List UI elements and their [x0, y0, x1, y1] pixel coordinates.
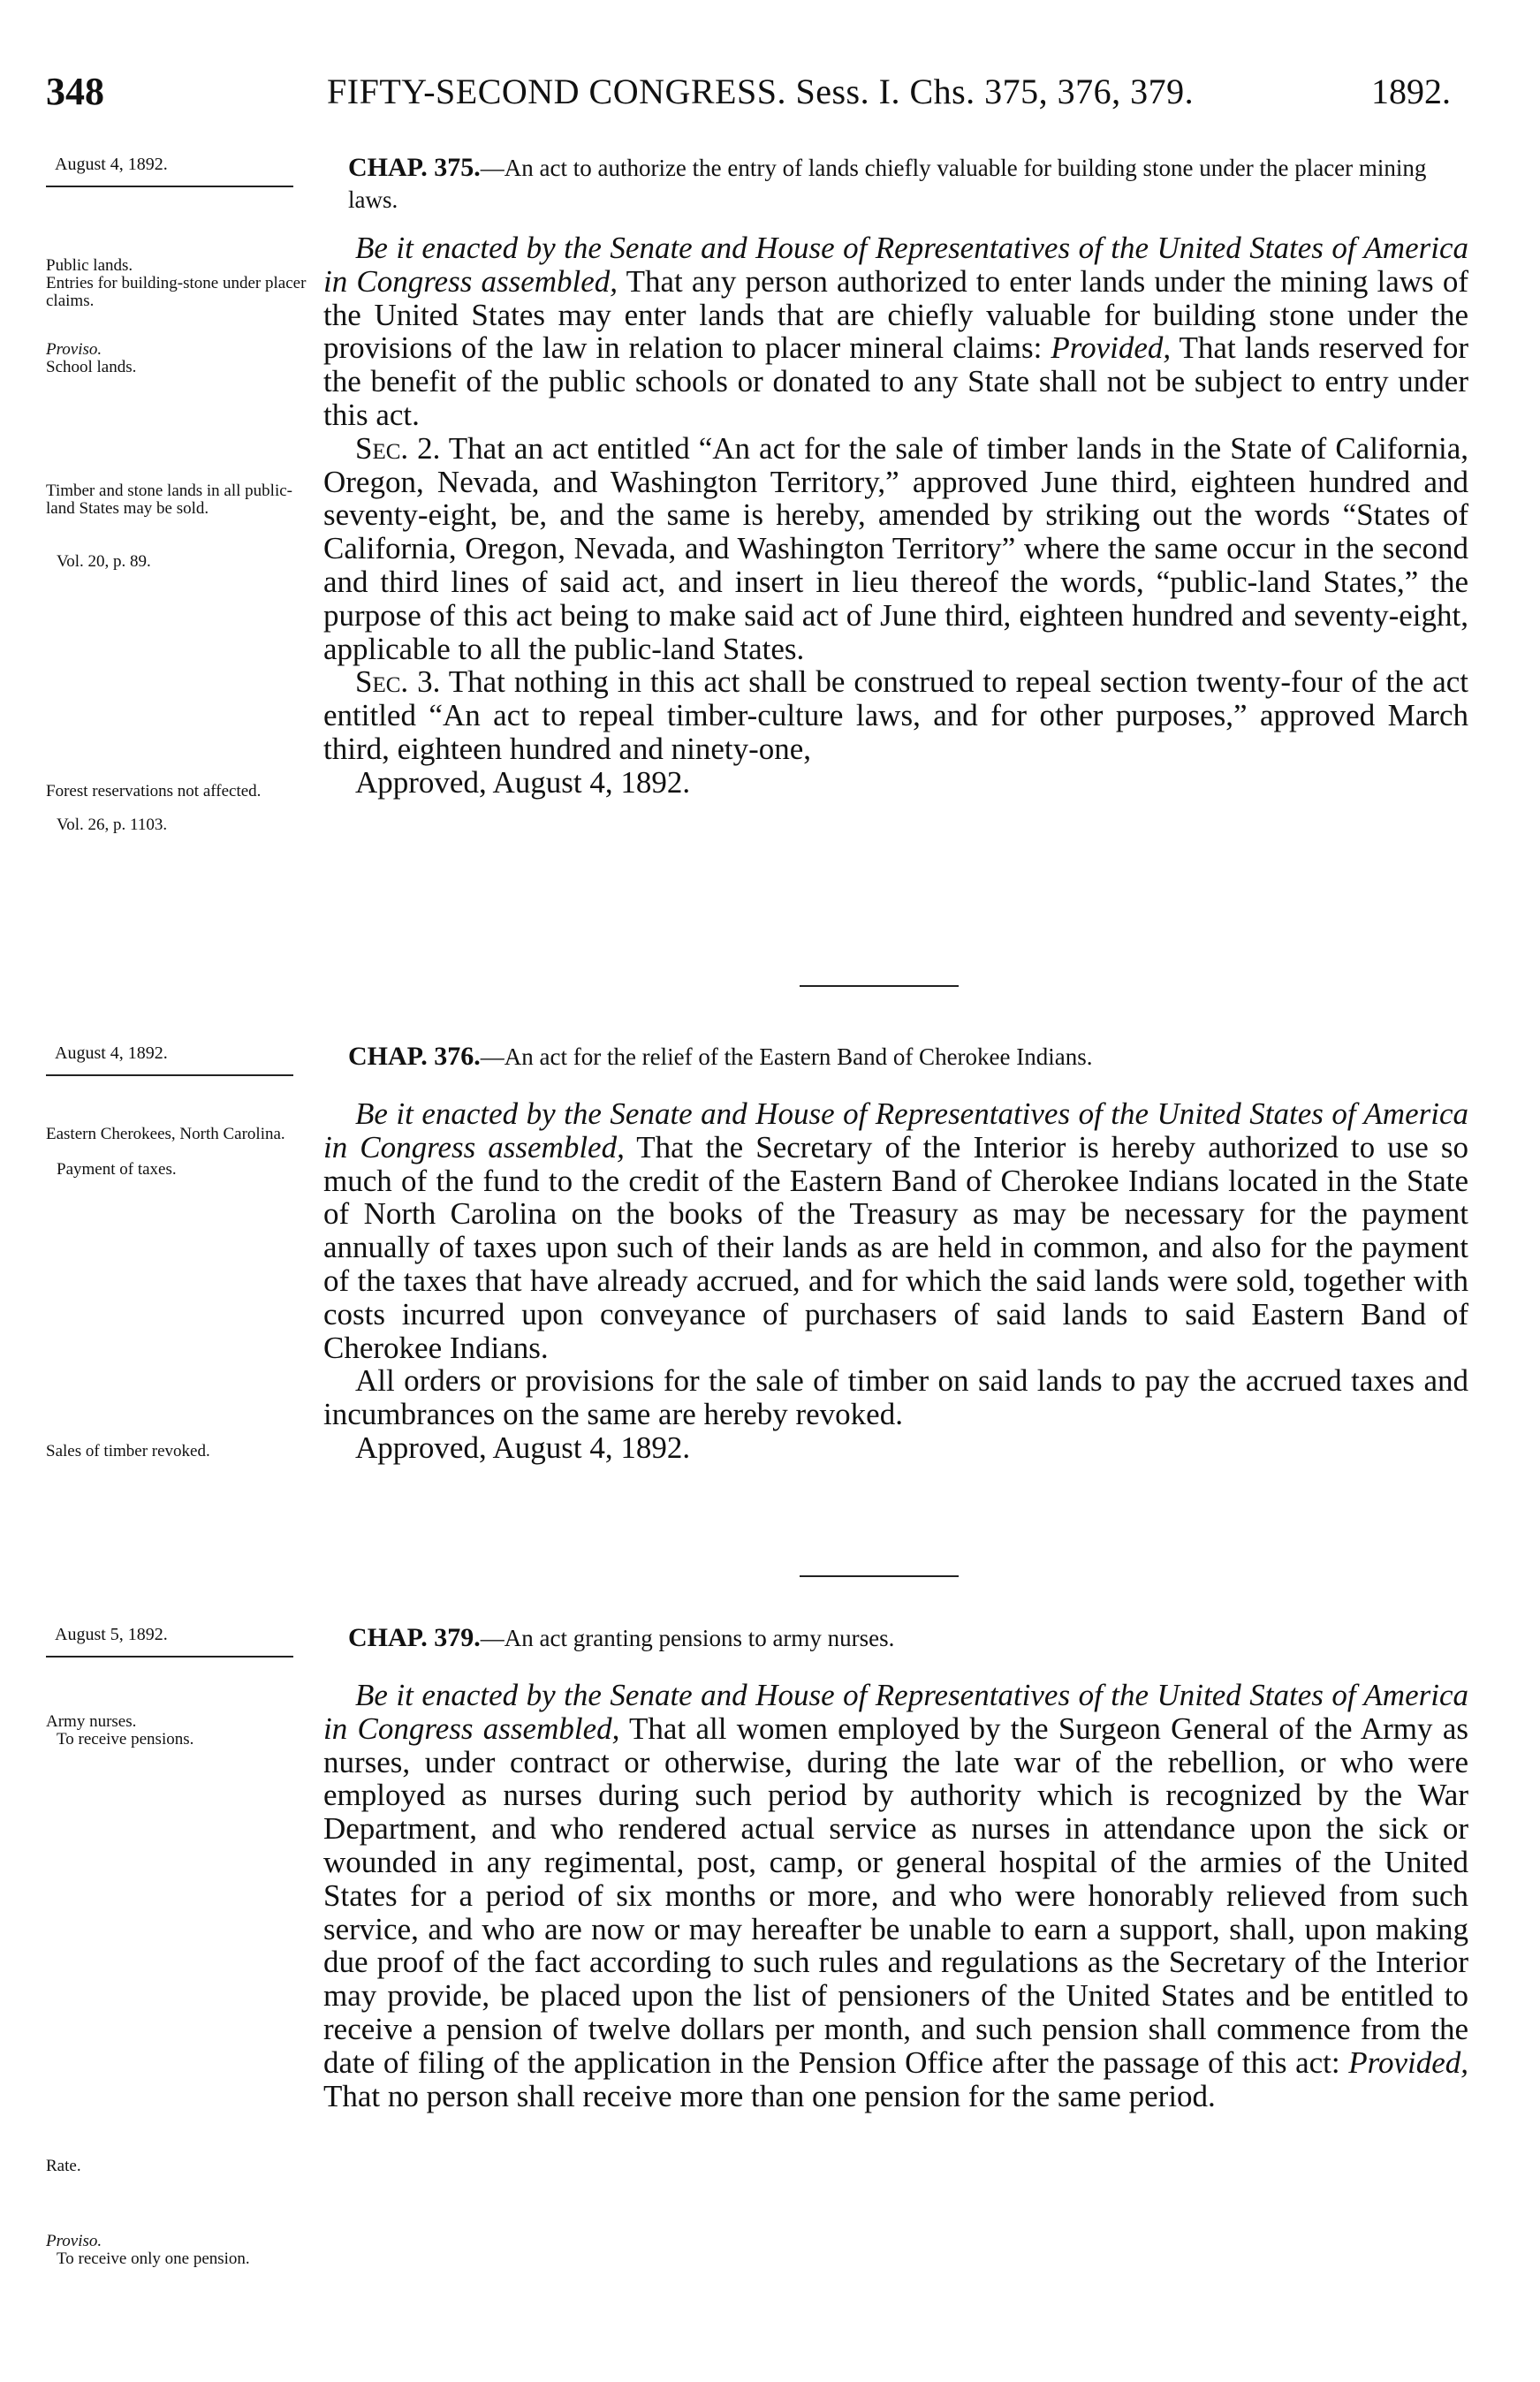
margin-note: Sales of timber revoked.: [46, 1442, 210, 1460]
margin-note: Forest reservations not affected.: [46, 782, 262, 800]
chapter-heading: [348, 1041, 1461, 1073]
page-number: 348: [46, 70, 104, 113]
margin-note: Public lands.: [46, 256, 133, 275]
margin-note: School lands.: [46, 358, 137, 376]
enacting-paragraph: [323, 231, 1468, 432]
approval-line: Approved, August 4, 1892.: [355, 1430, 691, 1465]
enacting-paragraph: [323, 1097, 1468, 1364]
running-head: [46, 65, 1460, 118]
margin-note: Rate.: [46, 2157, 81, 2175]
date-rule: [46, 1656, 293, 1658]
margin-note: Vol. 26, p. 1103.: [57, 815, 168, 834]
paragraph-text: That all women employed by the Surgeon General of the Army as nurses, under contract or otherwise, during the late war of the rebellion, or who were employed as nurses during such period by authority which is recognized by the War Department, and who rendered actual service as nurses in attendance upon the sick or wounded in any regimental, post, camp, or general hospital of the armies of the United States for a period of six months or more, and who were honorably relieved from such service, and who are now or may hereafter be unable to earn a support, shall, upon making due proof of the fact according to such rules and regulations as the Secretary of the Interior may provide, be placed upon the list of pensioners of the United States and be entitled to receive a pension of twelve dollars per month, and such pension shall commence from the date of filing of the application in the Pension Office after the passage of this act:: [323, 1711, 1468, 2080]
chapter-title: —An act granting pensions to army nurses.: [480, 1625, 895, 1651]
margin-note: Proviso.: [46, 2232, 102, 2250]
paragraph: All orders or provisions for the sale of timber on said lands to pay the accrued taxes and incumbrances on the same are hereby revoked.: [323, 1363, 1468, 1432]
chapter-number: CHAP. 379.: [348, 1623, 481, 1652]
margin-note: Timber and stone lands in all public-land States may be sold.: [46, 482, 292, 518]
margin-note: To receive pensions.: [57, 1730, 194, 1749]
margin-note: Army nurses.: [46, 1712, 137, 1731]
section-text: That an act entitled “An act for the sale of timber lands in the State of California, Oregon, Nevada, and Washington Territory,” approved June third, eighteen hundred and seventy-eight, be, and the same is hereby, amended by striking out the words “States of California, Oregon, Nevada, and Washington Territory” where the same occur in the second and third lines of said act, and insert in lieu thereof the words, “public-land States,” the purpose of this act being to make said act of June third, eighteen hundred and seventy-eight, applicable to all the public-land States.: [323, 430, 1468, 666]
chapter-heading: [348, 152, 1461, 216]
section-3: [323, 665, 1468, 765]
running-year: 1892.: [1371, 72, 1451, 111]
chapter-body: [323, 1097, 1468, 1465]
margin-note: Payment of taxes.: [57, 1160, 177, 1179]
section-text: That nothing in this act shall be construed to repeal section twenty-four of the act entitled “An act to repeal timber-culture laws, and for other purposes,” approved March third, eighteen hundred and ninety-one,: [323, 664, 1468, 766]
chapter-date: August 5, 1892.: [55, 1625, 168, 1644]
running-title: FIFTY-SECOND CONGRESS. Sess. I. Chs. 375, 376, 379.: [327, 72, 1195, 111]
margin-note: Eastern Cherokees, North Carolina.: [46, 1125, 285, 1143]
margin-note: To receive only one pension.: [57, 2249, 250, 2268]
chapter-body: [323, 1679, 1468, 2113]
margin-note: Proviso.: [46, 340, 102, 359]
margin-note: Vol. 20, p. 89.: [57, 552, 151, 571]
paragraph-text: That no person shall receive more than one pension for the same period.: [323, 2078, 1216, 2113]
proviso-word: Provided,: [1051, 330, 1172, 366]
approval-line: Approved, August 4, 1892.: [355, 764, 691, 800]
section-2: [323, 432, 1468, 666]
section-divider: [800, 1575, 959, 1577]
chapter-title: —An act for the relief of the Eastern Band of Cherokee Indians.: [480, 1043, 1093, 1070]
chapter-heading: [348, 1622, 1461, 1654]
chapter-date: August 4, 1892.: [55, 1043, 168, 1063]
paragraph-text: That lands reserved for the benefit of the public schools or donated to any State shall not be subject to entry under this act.: [323, 330, 1469, 432]
section-label: Sec. 2.: [355, 430, 441, 466]
date-rule: [46, 186, 293, 187]
chapter-title: —An act to authorize the entry of lands chiefly valuable for building stone under the placer mining laws.: [348, 155, 1427, 213]
chapter-body: [323, 231, 1468, 800]
chapter-number: CHAP. 376.: [348, 1042, 481, 1071]
margin-note: Entries for building-stone under placer claims.: [46, 274, 307, 310]
section-label: Sec. 3.: [355, 664, 441, 700]
chapter-number: CHAP. 375.: [348, 153, 481, 182]
chapter-date: August 4, 1892.: [55, 155, 168, 174]
enacting-clause: Be it enacted by the Senate and House of Representatives of the United States of America in Congress assembled,: [323, 1678, 1468, 1746]
date-rule: [46, 1074, 293, 1076]
section-divider: [800, 985, 959, 987]
enacting-clause: Be it enacted by the Senate and House of Representatives of the United States of America in Congress assembled,: [323, 231, 1468, 299]
enacting-clause: Be it enacted by the Senate and House of Representatives of the United States of America in Congress assembled,: [323, 1096, 1468, 1164]
enacting-paragraph: [323, 1679, 1468, 2113]
paragraph-text: That the Secretary of the Interior is hereby authorized to use so much of the fund to the credit of the Eastern Band of Cherokee Indians located in the State of North Carolina on the books of the Treasury as may be necessary for the payment annually of taxes upon such of their lands as are held in common, and also for the payment of the taxes that have already accrued, and for which the said lands were sold, together with costs incurred upon conveyance of purchasers of said lands to said Eastern Band of Cherokee Indians.: [323, 1129, 1469, 1365]
paragraph-text: That any person authorized to enter lands under the mining laws of the United States may enter lands that are chiefly valuable for building stone under the provisions of the law in relation to placer mineral claims:: [323, 263, 1468, 366]
proviso-word: Provided,: [1348, 2044, 1468, 2080]
